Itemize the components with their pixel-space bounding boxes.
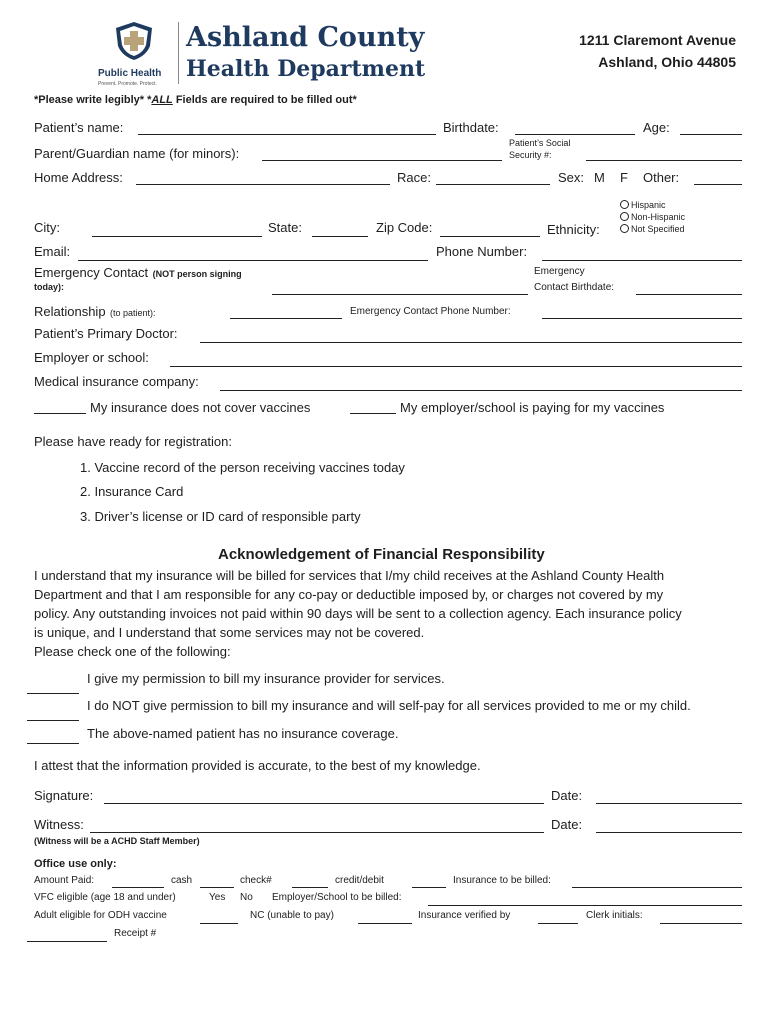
financial-paragraph-line: I understand that my insurance will be billed for services that I/my child receives at the Ashland County Health [34, 568, 665, 583]
no-vaccine-cover-check[interactable] [34, 413, 86, 414]
sex-option-f[interactable]: F [620, 170, 628, 185]
financial-title: Acknowledgement of Financial Responsibility [218, 546, 545, 563]
check-label: check# [240, 875, 272, 886]
witness-note: (Witness will be a ACHD Staff Member) [34, 836, 200, 846]
employer-paying-label: My employer/school is paying for my vaccines [400, 400, 665, 415]
signature-date-field[interactable] [596, 803, 742, 804]
receipt-field[interactable] [27, 941, 107, 942]
witness-field[interactable] [90, 832, 544, 833]
primary-doctor-label: Patient’s Primary Doctor: [34, 326, 178, 341]
logo-tagline: Prevent. Promote. Protect. [98, 81, 157, 87]
registration-item: 3. Driver’s license or ID card of responsible party [80, 509, 361, 524]
city-field[interactable] [92, 236, 262, 237]
employer-paying-check[interactable] [350, 413, 396, 414]
nc-unable-field[interactable] [358, 923, 412, 924]
state-field[interactable] [312, 236, 368, 237]
radio-icon [620, 212, 629, 221]
logo [96, 20, 176, 88]
registration-item: 1. Vaccine record of the person receiving vaccines today [80, 460, 405, 475]
no-insurance-check[interactable] [27, 743, 79, 744]
shield-cross-icon [112, 20, 156, 62]
header-divider [178, 22, 179, 84]
nc-unable-label: NC (unable to pay) [250, 910, 334, 921]
insurance-verified-field[interactable] [538, 923, 578, 924]
signature-label: Signature: [34, 788, 94, 803]
sex-option-m[interactable]: M [594, 170, 605, 185]
fill-instructions [34, 94, 357, 106]
employer-billed-label: Employer/School to be billed: [272, 892, 402, 903]
ssn-label-1: Patient’s Social [509, 138, 571, 148]
signature-field[interactable] [104, 803, 544, 804]
employer-billed-field[interactable] [428, 905, 742, 906]
receipt-label: Receipt # [114, 928, 157, 939]
email-field[interactable] [78, 260, 428, 261]
attest-statement: I attest that the information provided is accurate, to the best of my knowledge. [34, 758, 481, 773]
note-suffix: Fields are required to be filled out* [172, 94, 357, 106]
ethnicity-option-not-specified[interactable]: Not Specified [620, 224, 685, 234]
vfc-no-option[interactable]: No [240, 892, 253, 903]
guardian-label: Parent/Guardian name (for minors): [34, 146, 240, 161]
no-permission-label: I do NOT give permission to bill my insurance and will self-pay for all services provided to me or my child. [87, 698, 691, 713]
vfc-yes-option[interactable]: Yes [209, 892, 226, 903]
note-all: ALL [151, 94, 173, 106]
no-permission-check[interactable] [27, 720, 79, 721]
signature-date-label: Date: [551, 788, 583, 803]
cash-field[interactable] [200, 887, 234, 888]
state-label: State: [268, 220, 302, 235]
patient-name-label: Patient’s name: [34, 120, 124, 135]
patient-name-field[interactable] [138, 134, 436, 135]
financial-paragraph-line: policy. Any outstanding invoices not paid within 90 days will be sent to a collection agency. Each insurance policy [34, 606, 682, 621]
city-label: City: [34, 220, 60, 235]
relationship-label: Relationship (to patient): [34, 304, 156, 319]
witness-date-label: Date: [551, 817, 583, 832]
financial-paragraph-line: Department and that I am responsible for any co-pay or deductible imposed by, or charges not covered by my [34, 587, 664, 602]
insurance-verified-label: Insurance verified by [418, 910, 511, 921]
ssn-field[interactable] [586, 160, 742, 161]
address-line1: 1211 Claremont Avenue [579, 32, 736, 48]
emergency-birthdate-label-2: Contact Birthdate: [534, 282, 615, 293]
insurance-company-label: Medical insurance company: [34, 374, 199, 389]
ethnicity-option-hispanic[interactable]: Hispanic [620, 200, 666, 210]
logo-caption: Public Health [98, 68, 162, 79]
zip-field[interactable] [440, 236, 540, 237]
office-use-title: Office use only: [34, 858, 117, 870]
check-one-instruction: Please check one of the following: [34, 644, 231, 659]
no-insurance-label: The above-named patient has no insurance coverage. [87, 726, 399, 741]
zip-label: Zip Code: [376, 220, 433, 235]
radio-icon [620, 200, 629, 209]
phone-field[interactable] [542, 260, 742, 261]
credit-debit-field[interactable] [412, 887, 446, 888]
radio-icon [620, 224, 629, 233]
no-vaccine-cover-label: My insurance does not cover vaccines [90, 400, 311, 415]
registration-heading: Please have ready for registration: [34, 434, 232, 449]
race-field[interactable] [436, 184, 550, 185]
permission-bill-check[interactable] [27, 693, 79, 694]
emergency-phone-field[interactable] [542, 318, 742, 319]
clerk-initials-label: Clerk initials: [586, 910, 643, 921]
adult-odh-field[interactable] [200, 923, 238, 924]
credit-debit-label: credit/debit [335, 875, 384, 886]
emergency-contact-field[interactable] [272, 294, 528, 295]
amount-paid-field[interactable] [112, 887, 164, 888]
adult-odh-label: Adult eligible for ODH vaccine [34, 910, 167, 921]
witness-date-field[interactable] [596, 832, 742, 833]
note-prefix: *Please write legibly* * [34, 94, 152, 106]
ssn-label-2: Security #: [509, 150, 552, 160]
emergency-birthdate-field[interactable] [636, 294, 742, 295]
check-field[interactable] [292, 887, 328, 888]
insurance-billed-field[interactable] [572, 887, 742, 888]
vfc-eligible-label: VFC eligible (age 18 and under) [34, 892, 176, 903]
age-field[interactable] [680, 134, 742, 135]
emergency-contact-label: Emergency Contact (NOT person signing [34, 265, 242, 280]
primary-doctor-field[interactable] [200, 342, 742, 343]
cash-label: cash [171, 875, 193, 886]
amount-paid-label: Amount Paid: [34, 875, 95, 886]
org-name-line2: Health Department [186, 56, 426, 82]
emergency-phone-label: Emergency Contact Phone Number: [350, 306, 511, 317]
emergency-contact-note2: today): [34, 282, 64, 292]
birthdate-field[interactable] [515, 134, 635, 135]
emergency-birthdate-label-1: Emergency [534, 266, 585, 277]
address-line2: Ashland, Ohio 44805 [598, 54, 736, 70]
race-label: Race: [397, 170, 431, 185]
email-label: Email: [34, 244, 71, 259]
ethnicity-option-non-hispanic[interactable]: Non-Hispanic [620, 212, 685, 222]
other-field[interactable] [694, 184, 742, 185]
phone-label: Phone Number: [436, 244, 528, 259]
home-address-field[interactable] [136, 184, 390, 185]
relationship-field[interactable] [230, 318, 342, 319]
employer-field[interactable] [170, 366, 742, 367]
employer-label: Employer or school: [34, 350, 149, 365]
home-address-label: Home Address: [34, 170, 123, 185]
guardian-field[interactable] [262, 160, 502, 161]
financial-paragraph-line: is unique, and I understand that some services may not be covered. [34, 625, 425, 640]
witness-label: Witness: [34, 817, 84, 832]
birthdate-label: Birthdate: [443, 120, 499, 135]
age-label: Age: [643, 120, 670, 135]
registration-item: 2. Insurance Card [80, 484, 184, 499]
insurance-company-field[interactable] [220, 390, 742, 391]
permission-bill-label: I give my permission to bill my insurance provider for services. [87, 671, 445, 686]
other-label: Other: [643, 170, 680, 185]
org-name-line1: Ashland County [186, 22, 425, 53]
insurance-billed-label: Insurance to be billed: [453, 875, 551, 886]
sex-label: Sex: [558, 170, 585, 185]
ethnicity-label: Ethnicity: [547, 222, 600, 237]
clerk-initials-field[interactable] [660, 923, 742, 924]
